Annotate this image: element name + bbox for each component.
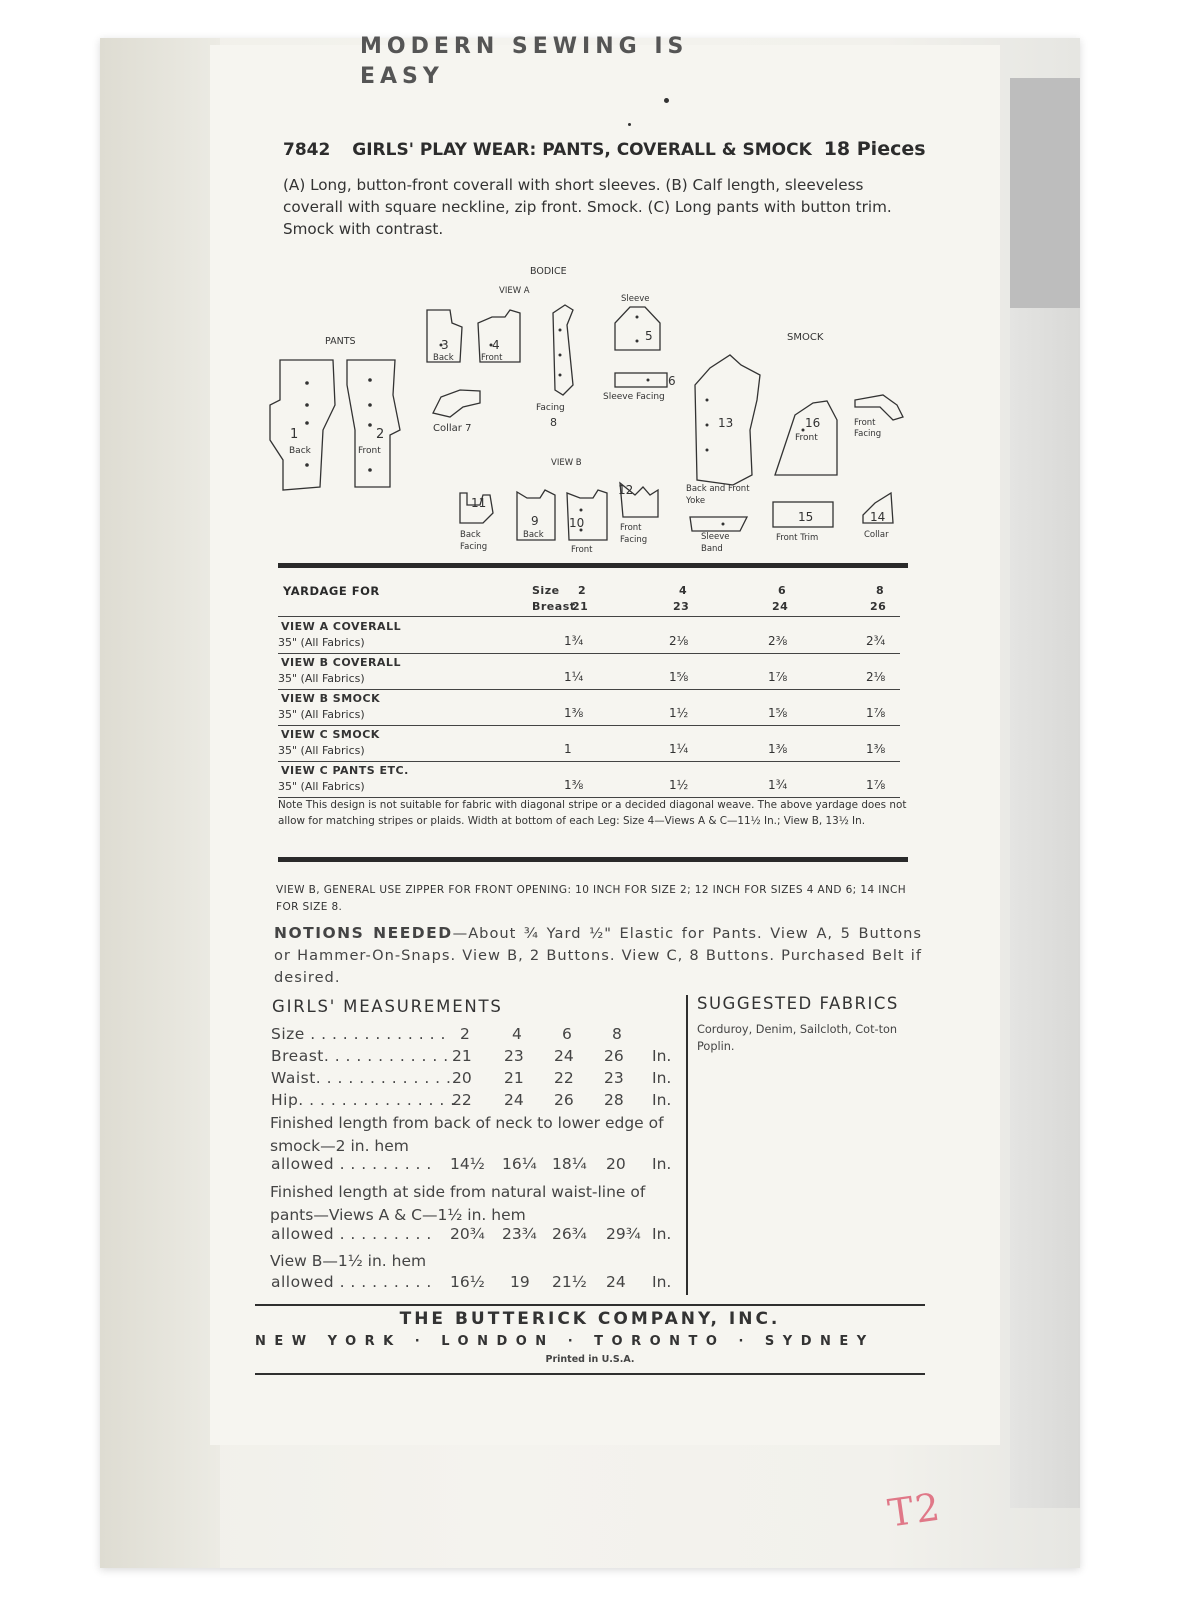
yardage-value: 1½: [669, 778, 689, 792]
measurement-label: Waist. . . . . . . . . . . . .: [271, 1069, 452, 1087]
yardage-fabric-label: 35" (All Fabrics): [278, 708, 365, 721]
table-rule: [278, 616, 900, 617]
handwritten-mark: T2: [885, 1484, 945, 1536]
yardage-view-label: VIEW C SMOCK: [281, 728, 380, 741]
length-value: 18¼: [552, 1155, 587, 1173]
measurement-value: 8: [612, 1025, 622, 1043]
smock-length-text: Finished length from back of neck to lower edge of smock—2 in. hem: [270, 1114, 664, 1155]
pattern-title-row: [283, 138, 926, 160]
svg-text:Facing: Facing: [536, 403, 565, 413]
yardage-value: 1⅝: [669, 670, 689, 684]
yardage-value: 1⅞: [768, 670, 788, 684]
yardage-fabric-label: 35" (All Fabrics): [278, 636, 365, 649]
yardage-view-label: VIEW C PANTS ETC.: [281, 764, 409, 777]
measurement-value: 2: [460, 1025, 470, 1043]
smock-allowed-label: allowed . . . . . . . . .: [271, 1155, 432, 1173]
yardage-fabric-label: 35" (All Fabrics): [278, 780, 365, 793]
measurements-title: GIRLS' MEASUREMENTS: [272, 997, 503, 1016]
svg-text:1: 1: [290, 427, 299, 442]
facing-piece: [553, 305, 573, 395]
measurement-value: 26: [604, 1047, 624, 1065]
measurement-value: 21: [504, 1069, 524, 1087]
yardage-value: 1⅜: [768, 742, 788, 756]
length-value: 20: [606, 1155, 626, 1173]
pattern-pieces-diagram: [255, 255, 925, 555]
yardage-value: 2⅛: [866, 670, 886, 684]
length-value: 16¼: [502, 1155, 537, 1173]
company-cities: NEW YORK · LONDON · TORONTO · SYDNEY: [255, 1334, 875, 1349]
yardage-value: 1¾: [564, 634, 584, 648]
svg-text:Front: Front: [481, 353, 503, 363]
measurement-value: 23: [504, 1047, 524, 1065]
breast-value: 26: [870, 600, 887, 613]
svg-text:Collar 7: Collar 7: [433, 423, 472, 434]
yardage-heading: YARDAGE FOR: [283, 584, 380, 598]
footer-rule: [255, 1304, 925, 1306]
size-value: 6: [778, 584, 787, 597]
section-divider: [278, 857, 908, 862]
measurement-unit: In.: [652, 1069, 672, 1087]
measurement-value: 21: [452, 1047, 472, 1065]
pants-length-text: Finished length at side from natural waist-line of pants—Views A & C—1½ in. hem: [270, 1183, 646, 1224]
notions-text: —About ¾ Yard ½" Elastic for Pants. View A, 5 Buttons or Hammer-On-Snaps. View B, 2 Buttons. View C, 8 Buttons. Purchased Belt if desired.: [274, 925, 922, 986]
cut-off-header-text: MODERN SEWING IS EASY: [360, 34, 689, 89]
svg-text:14: 14: [870, 510, 886, 524]
yardage-value: 1⅜: [564, 706, 584, 720]
table-rule: [278, 689, 900, 690]
breast-label: Breast: [532, 600, 576, 613]
smock-front-facing-piece: [855, 395, 903, 420]
measurement-value: 28: [604, 1091, 624, 1109]
length-value: 26¾: [552, 1225, 587, 1243]
view-b-front-piece: [567, 490, 607, 540]
measurement-value: 4: [512, 1025, 522, 1043]
footer-rule: [255, 1373, 925, 1375]
yardage-view-label: VIEW B SMOCK: [281, 692, 381, 705]
punch-hole: [664, 98, 669, 103]
svg-text:4: 4: [492, 338, 500, 352]
yardage-value: 1⅜: [866, 742, 886, 756]
yardage-value: 2⅛: [669, 634, 689, 648]
printed-in: Printed in U.S.A.: [545, 1354, 635, 1365]
measurement-value: 20: [452, 1069, 472, 1087]
yardage-value: 1⅞: [866, 706, 886, 720]
yardage-note: Note This design is not suitable for fabric with diagonal stripe or a decided diagonal weave. The above yardage does not allow for matching stripes or plaids. Width at bottom of each Leg: Size 4—Views A & C—11½ In.; View B, 13½ In.: [278, 799, 907, 827]
measurement-value: 23: [604, 1069, 624, 1087]
pants-allowed-label: allowed . . . . . . . . .: [271, 1225, 432, 1243]
pattern-description: (A) Long, button-front coverall with short sleeves. (B) Calf length, sleeveless coverall with square neckline, zip front. Smock. (C) Long pants with button trim. Smock with contrast.: [283, 176, 892, 238]
size-value: 2: [578, 584, 587, 597]
yardage-view-label: VIEW A COVERALL: [281, 620, 402, 633]
svg-text:Collar: Collar: [864, 530, 889, 540]
length-value: 20¾: [450, 1225, 485, 1243]
length-value: 21½: [552, 1273, 587, 1291]
yardage-view-label: VIEW B COVERALL: [281, 656, 401, 669]
yardage-value: 1⅝: [768, 706, 788, 720]
company-name: THE BUTTERICK COMPANY, INC.: [399, 1309, 781, 1329]
length-unit: In.: [652, 1155, 672, 1173]
view-b-allowed-label: allowed . . . . . . . . .: [271, 1273, 432, 1291]
measurement-unit: In.: [652, 1047, 672, 1065]
yardage-value: 1: [564, 742, 572, 756]
svg-text:3: 3: [441, 338, 449, 352]
measurement-label: Size . . . . . . . . . . . . .: [271, 1025, 446, 1043]
yardage-fabric-label: 35" (All Fabrics): [278, 672, 365, 685]
yardage-value: 1¼: [669, 742, 689, 756]
size-label: Size: [532, 584, 560, 597]
yardage-value: 1⅞: [866, 778, 886, 792]
yardage-value: 1⅜: [564, 778, 584, 792]
length-value: 23¾: [502, 1225, 537, 1243]
breast-value: 21: [572, 600, 589, 613]
svg-text:Front: Front: [358, 446, 381, 456]
svg-text:8: 8: [550, 416, 557, 429]
pants-back-piece: [270, 360, 335, 490]
svg-text:Back: Back: [460, 530, 481, 540]
svg-text:Front: Front: [795, 433, 818, 443]
length-value: 19: [510, 1273, 530, 1291]
smock-label: SMOCK: [787, 332, 824, 343]
breast-value: 23: [673, 600, 690, 613]
measurement-value: 22: [554, 1069, 574, 1087]
svg-text:Front: Front: [854, 418, 876, 428]
view-b-length-text: View B—1½ in. hem: [270, 1252, 427, 1270]
svg-text:11: 11: [471, 496, 487, 510]
measurement-label: Hip. . . . . . . . . . . . . . .: [271, 1091, 456, 1109]
length-value: 24: [606, 1273, 626, 1291]
svg-text:Back: Back: [523, 530, 544, 540]
pants-front-piece: [347, 360, 400, 487]
sleeve-band-piece: [690, 517, 747, 531]
pants-label: PANTS: [325, 336, 356, 347]
svg-text:Facing: Facing: [460, 542, 488, 552]
svg-text:Back: Back: [289, 446, 311, 456]
sleeve-piece: [615, 307, 660, 350]
size-value: 8: [876, 584, 885, 597]
pattern-number: 7842: [283, 140, 331, 160]
svg-text:Sleeve Facing: Sleeve Facing: [603, 392, 665, 402]
svg-text:Front: Front: [620, 523, 642, 533]
svg-text:16: 16: [805, 416, 821, 430]
length-value: 14½: [450, 1155, 485, 1173]
svg-text:Back and Front: Back and Front: [686, 484, 750, 494]
table-rule: [278, 725, 900, 726]
breast-value: 24: [772, 600, 789, 613]
svg-text:2: 2: [376, 427, 385, 442]
notions-label: NOTIONS NEEDED: [274, 924, 453, 942]
collar-piece: [433, 390, 480, 417]
yardage-fabric-label: 35" (All Fabrics): [278, 744, 365, 757]
svg-text:9: 9: [531, 514, 539, 528]
zipper-note: VIEW B, GENERAL USE ZIPPER FOR FRONT OPENING: 10 INCH FOR SIZE 2; 12 INCH FOR SIZES 4 AND 6; 14 INCH FOR SIZE 8.: [276, 884, 907, 913]
section-divider: [278, 563, 908, 568]
measurement-value: 24: [504, 1091, 524, 1109]
svg-text:10: 10: [569, 516, 585, 530]
svg-text:Yoke: Yoke: [686, 496, 706, 506]
svg-text:15: 15: [798, 510, 814, 524]
notions-needed: [274, 922, 922, 989]
svg-text:12: 12: [618, 483, 634, 497]
fabrics-title: SUGGESTED FABRICS: [697, 994, 899, 1013]
fabrics-text: Corduroy, Denim, Sailcloth, Cot-ton Poplin.: [697, 1023, 898, 1053]
yardage-value: 1¼: [564, 670, 584, 684]
measurement-label: Breast. . . . . . . . . . . .: [271, 1047, 449, 1065]
measurement-unit: In.: [652, 1091, 672, 1109]
svg-text:Facing: Facing: [854, 429, 882, 439]
length-unit: In.: [652, 1225, 672, 1243]
length-unit: In.: [652, 1273, 672, 1291]
svg-text:13: 13: [718, 416, 734, 430]
table-rule: [278, 653, 900, 654]
measurement-value: 24: [554, 1047, 574, 1065]
yardage-value: 1½: [669, 706, 689, 720]
svg-text:5: 5: [645, 329, 653, 343]
length-value: 16½: [450, 1273, 485, 1291]
svg-text:Sleeve: Sleeve: [621, 294, 650, 304]
svg-text:Front Trim: Front Trim: [776, 533, 819, 543]
size-value: 4: [679, 584, 688, 597]
measurement-value: 6: [562, 1025, 572, 1043]
svg-text:Facing: Facing: [620, 535, 648, 545]
bodice-label: BODICE: [530, 266, 567, 277]
yardage-value: 2⅜: [768, 634, 788, 648]
measurement-value: 22: [452, 1091, 472, 1109]
view-b-label: VIEW B: [551, 458, 582, 468]
measurement-value: 26: [554, 1091, 574, 1109]
svg-text:Sleeve: Sleeve: [701, 532, 730, 542]
yardage-value: 1¾: [768, 778, 788, 792]
svg-text:6: 6: [668, 374, 676, 388]
view-a-label: VIEW A: [499, 286, 530, 296]
length-value: 29¾: [606, 1225, 641, 1243]
yardage-value: 2¾: [866, 634, 886, 648]
svg-text:Band: Band: [701, 544, 723, 554]
table-rule: [278, 761, 900, 762]
sleeve-facing-piece: [615, 373, 667, 387]
punch-hole: [628, 123, 631, 126]
piece-count: 18 Pieces: [823, 138, 926, 160]
pattern-title: GIRLS' PLAY WEAR: PANTS, COVERALL & SMOCK: [352, 140, 812, 160]
svg-text:Front: Front: [571, 545, 593, 555]
svg-text:Back: Back: [433, 353, 454, 363]
